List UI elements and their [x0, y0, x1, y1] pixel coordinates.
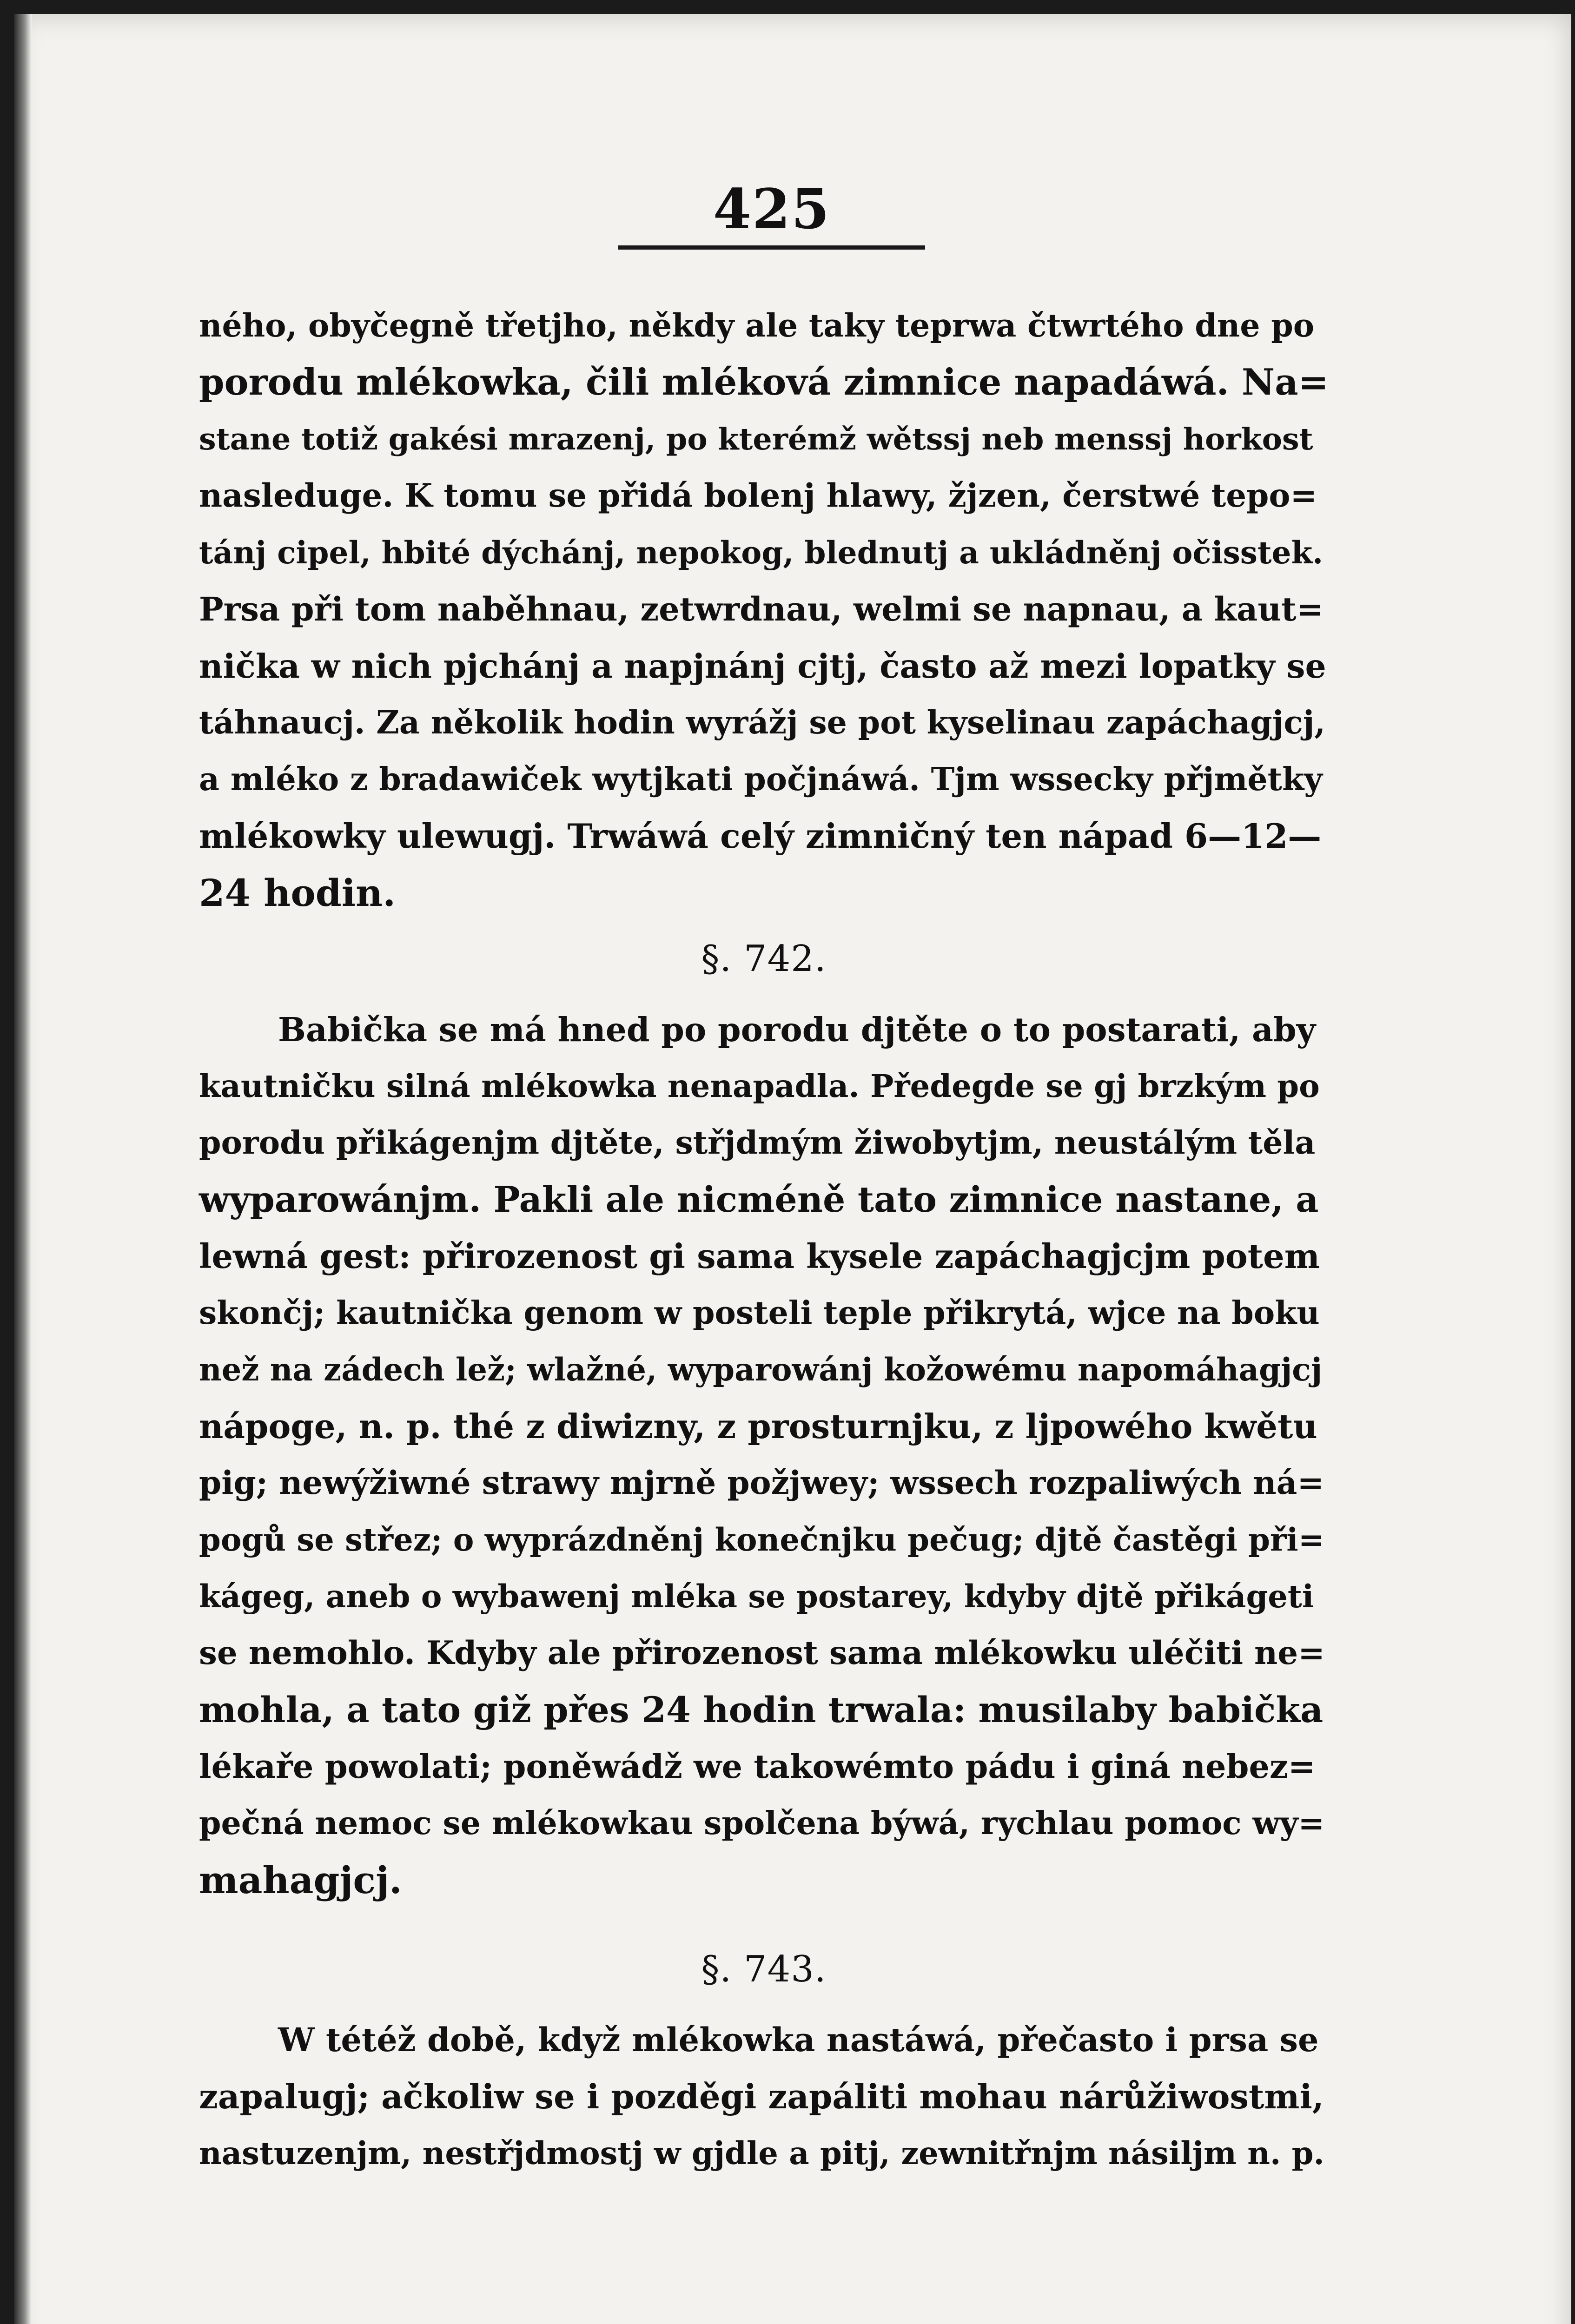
- text-line: nápoge, n. p. thé z diwizny, z prosturnjku, z ljpowého kwětu: [199, 1406, 1317, 1446]
- text-line: mlékowky ulewugj. Trwáwá celý zimničný ten nápad 6—12—: [199, 816, 1322, 856]
- binding-edge: [14, 14, 32, 2324]
- text-line: porodu přikágenjm djtěte, střjdmým žiwobytjm, neustálým těla: [199, 1124, 1316, 1162]
- text-line: kágeg, aneb o wybawenj mléka se postarey, kdyby djtě přikágeti: [199, 1578, 1314, 1615]
- text-line: táhnaucj. Za několik hodin wyrážj se pot kyselinau zapáchagjcj,: [199, 704, 1325, 741]
- paragraph-743: [199, 2012, 1329, 2182]
- text-line: lewná gest: přirozenost gi sama kysele zapáchagjcjm potem: [199, 1236, 1320, 1276]
- text-line: než na zádech lež; wlažné, wyparowánj kožowému napomáhagjcj: [199, 1351, 1323, 1388]
- text-line: nička w nich pjchánj a napjnánj cjtj, často až mezi lopatky se: [199, 647, 1326, 686]
- paragraph-continuation: [199, 297, 1329, 921]
- text-line: zapalugj; ačkoliw se i pozděgi zapáliti mohau nárůžiwostmi,: [199, 2077, 1324, 2116]
- text-line: nastuzenjm, nestřjdmostj w gjdle a pitj, zewnitřnjm násiljm n. p.: [199, 2135, 1324, 2172]
- text-line: a mléko z bradawiček wytjkati počjnáwá. Tjm wssecky přjmětky: [199, 761, 1323, 798]
- text-line: Prsa při tom naběhnau, zetwrdnau, welmi se napnau, a kaut=: [199, 590, 1324, 628]
- header-rule: [618, 245, 925, 250]
- section-heading-743: §. 743.: [701, 1948, 827, 1990]
- text-line: kautničku silná mlékowka nenapadla. Předegde se gj brzkým po: [199, 1068, 1320, 1104]
- text-line: pečná nemoc se mlékowkau spolčena býwá, rychlau pomoc wy=: [199, 1805, 1325, 1842]
- text-line: mahagjcj.: [199, 1858, 402, 1902]
- text-line: pig; newýžiwné strawy mjrně požjwey; wssech rozpaliwých ná=: [199, 1464, 1324, 1502]
- body-text: [199, 297, 1329, 2182]
- page-number: 425: [713, 177, 831, 241]
- text-line: 24 hodin.: [199, 871, 396, 915]
- text-line: wyparowánjm. Pakli ale nicméně tato zimnice nastane, a: [199, 1179, 1319, 1220]
- text-line: W tétéž době, když mlékowka nastáwá, přečasto i prsa se: [278, 2020, 1319, 2059]
- text-line: nasleduge. K tomu se přidá bolenj hlawy, žjzen, čerstwé tepo=: [199, 477, 1317, 515]
- text-line: pogů se střez; o wyprázdněnj konečnjku pečug; djtě častěgi při=: [199, 1521, 1324, 1558]
- text-line: lékaře powolati; poněwádž we takowémto pádu i giná nebez=: [199, 1747, 1316, 1786]
- text-line: mohla, a tato giž přes 24 hodin trwala: musilaby babička: [199, 1689, 1324, 1730]
- text-line: ného, obyčegně třetjho, někdy ale taky teprwa čtwrtého dne po: [199, 307, 1315, 344]
- text-line: tánj cipel, hbité dýchánj, nepokog, blednutj a ukládněnj očisstek.: [199, 535, 1324, 571]
- text-line: se nemohlo. Kdyby ale přirozenost sama mlékowku uléčiti ne=: [199, 1634, 1325, 1672]
- paragraph-742: [199, 1001, 1329, 1908]
- text-line: stane totiž gakési mrazenj, po kterémž wětssj neb menssj horkost: [199, 422, 1313, 457]
- text-line: skončj; kautnička genom w posteli teple přikrytá, wjce na boku: [199, 1294, 1320, 1332]
- text-line: Babička se má hned po porodu djtěte o to postarati, aby: [278, 1010, 1316, 1049]
- text-line: porodu mlékowka, čili mléková zimnice napadáwá. Na=: [199, 361, 1329, 403]
- section-heading-742: §. 742.: [701, 938, 827, 980]
